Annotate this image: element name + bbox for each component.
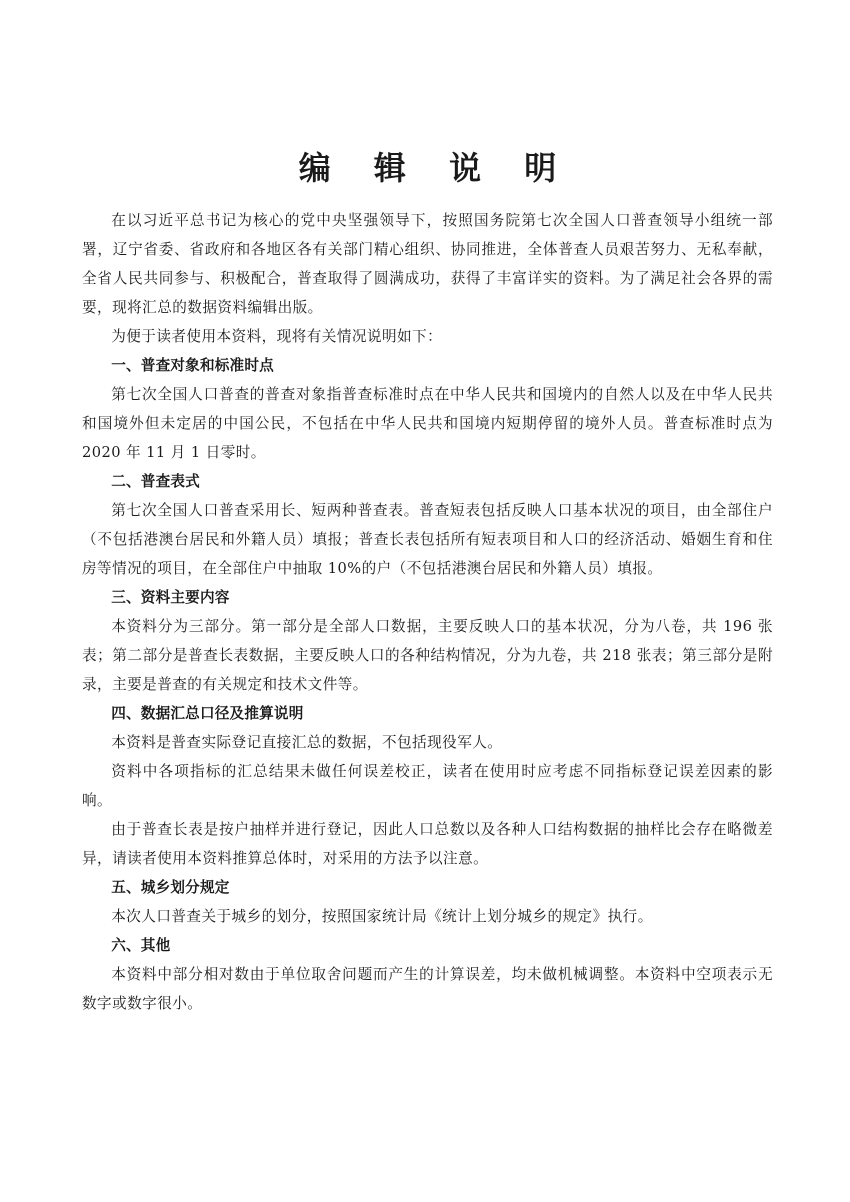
section-survey-objects <box>82 351 773 467</box>
section-paragraph: 本资料中部分相对数由于单位取舍问题而产生的计算误差，均未做机械调整。本资料中空项表示无数字或数字很小。 <box>82 966 773 1012</box>
section-paragraph: 本次人口普查关于城乡的划分，按照国家统计局《统计上划分城乡的规定》执行。 <box>111 908 653 925</box>
intro-paragraph: 为便于读者使用本资料，现将有关情况说明如下： <box>111 328 443 345</box>
section-survey-forms <box>82 467 773 583</box>
section-heading: 四、数据汇总口径及推算说明 <box>111 705 304 722</box>
section-paragraph: 第七次全国人口普查采用长、短两种普查表。普查短表包括反映人口基本状况的项目，由全部住户（不包括港澳台居民和外籍人员）填报；普查长表包括所有短表项目和人口的经济活动、婚姻生育和住房等情况的项目，在全部住户中抽取 10%的户（不包括港澳台居民和外籍人员）填报。 <box>82 502 773 577</box>
section-paragraph: 由于普查长表是按户抽样并进行登记，因此人口总数以及各种人口结构数据的抽样比会存在略微差异，请读者使用本资料推算总体时，对采用的方法予以注意。 <box>82 821 773 867</box>
section-main-content <box>82 583 773 699</box>
section-heading: 一、普查对象和标准时点 <box>111 357 274 374</box>
page-title: 编 辑 说 明 <box>298 149 573 188</box>
section-heading: 五、城乡划分规定 <box>111 879 230 896</box>
section-heading: 三、资料主要内容 <box>111 589 230 606</box>
intro-paragraph: 在以习近平总书记为核心的党中央坚强领导下，按照国务院第七次全国人口普查领导小组统一部署，辽宁省委、省政府和各地区各有关部门精心组织、协同推进，全体普查人员艰苦努力、无私奉献，全省人民共同参与、积极配合，普查取得了圆满成功，获得了丰富详实的资料。为了满足社会各界的需要，现将汇总的数据资料编辑出版。 <box>82 212 773 316</box>
section-paragraph: 本资料分为三部分。第一部分是全部人口数据，主要反映人口的基本状况，分为八卷，共 196 张表；第二部分是普查长表数据，主要反映人口的各种结构情况，分为九卷，共 218 张表；第三部分是附录，主要是普查的有关规定和技术文件等。 <box>82 618 773 693</box>
document-body <box>82 206 773 1018</box>
section-paragraph: 第七次全国人口普查的普查对象指普查标准时点在中华人民共和国境内的自然人以及在中华人民共和国境外但未定居的中国公民，不包括在中华人民共和国境内短期停留的境外人员。普查标准时点为 2020 年 11 月 1 日零时。 <box>82 386 773 461</box>
section-other <box>82 931 773 1018</box>
section-paragraph: 资料中各项指标的汇总结果未做任何误差校正，读者在使用时应考虑不同指标登记误差因素的影响。 <box>82 763 773 809</box>
section-urban-rural <box>82 873 773 931</box>
section-data-aggregation <box>82 699 773 873</box>
section-heading: 二、普查表式 <box>111 473 200 490</box>
section-heading: 六、其他 <box>111 937 171 954</box>
section-paragraph: 本资料是普查实际登记直接汇总的数据，不包括现役军人。 <box>111 734 503 751</box>
